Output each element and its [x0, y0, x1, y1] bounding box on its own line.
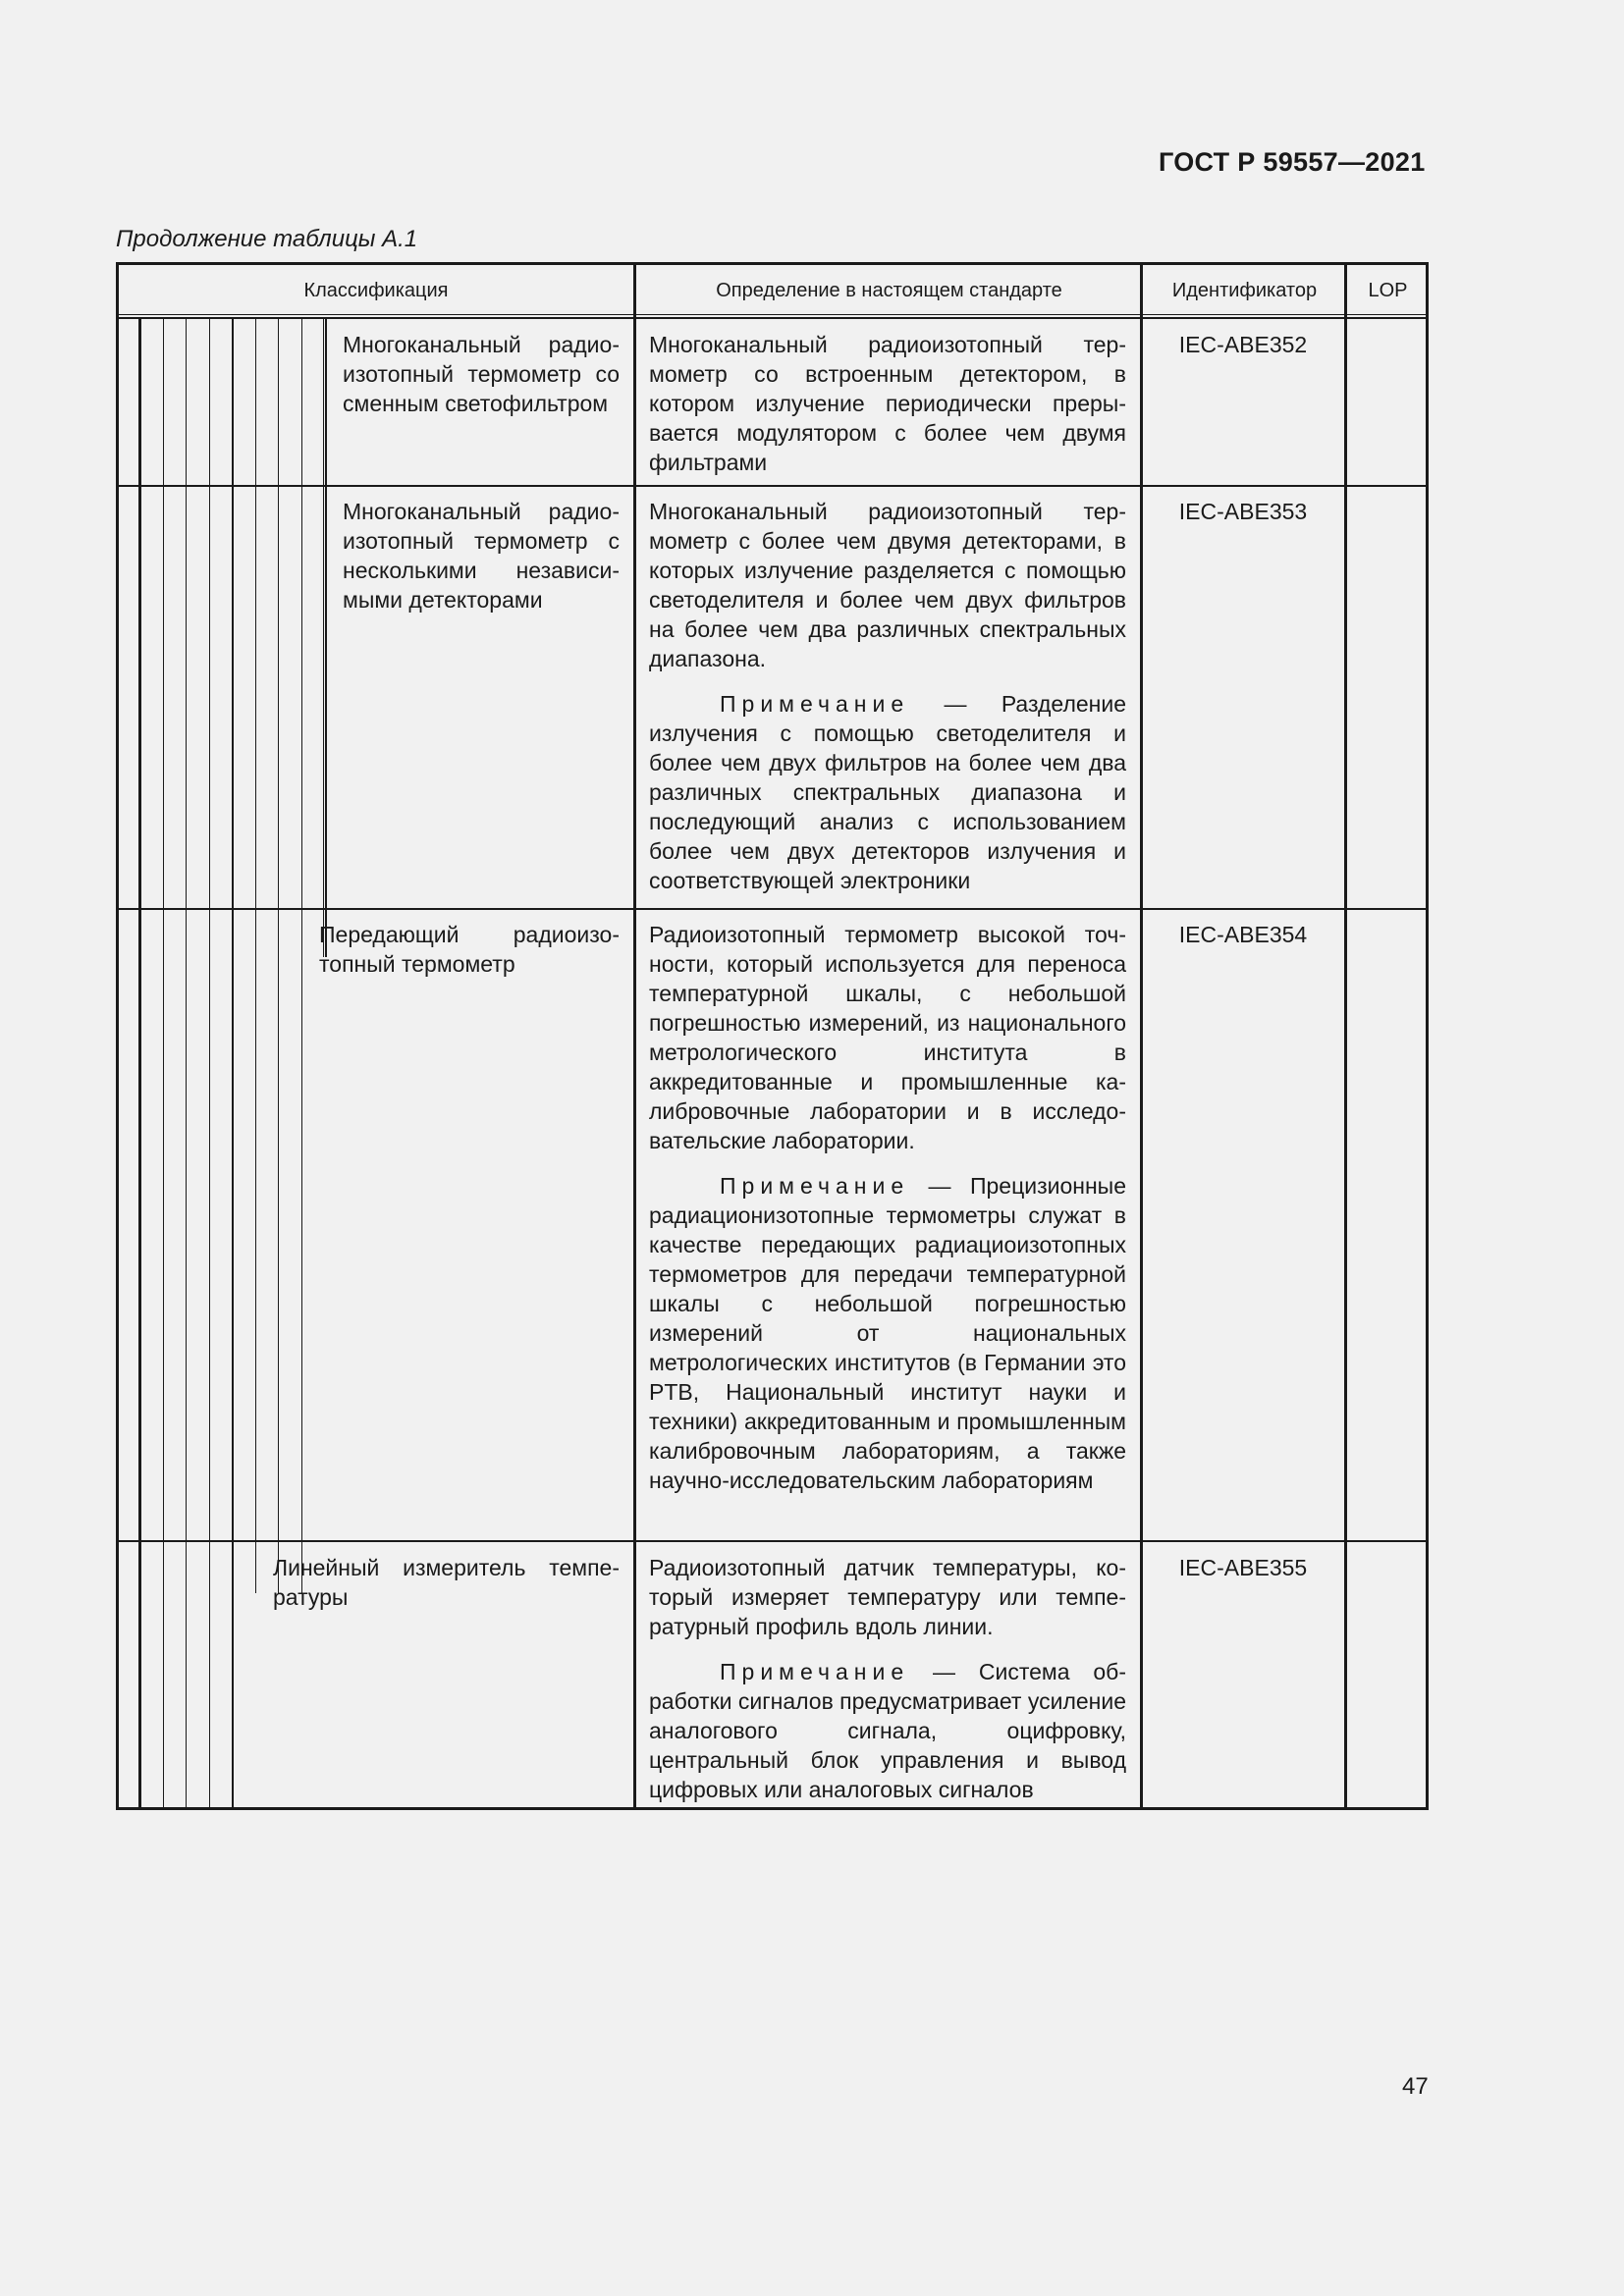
- column-divider: [1344, 265, 1347, 1807]
- document-code: ГОСТ Р 59557—2021: [1159, 147, 1426, 177]
- identifier-cell: IEC-ABE355: [1178, 1555, 1308, 1580]
- hierarchy-line: [209, 317, 210, 1807]
- classification-name: Линейный измеритель температуры: [273, 1555, 620, 1610]
- note-label: Примечание: [720, 1173, 910, 1199]
- definition-cell: [649, 497, 1126, 895]
- hierarchy-line: [186, 317, 187, 1807]
- definition-note: [649, 689, 1126, 895]
- header-rule: [119, 317, 1426, 319]
- header-lop: LOP: [1368, 280, 1408, 301]
- hierarchy-line: [163, 317, 164, 1807]
- classification-name: Многоканальный радиоизотопный термометр с несколькими независимыми детекторами: [343, 499, 620, 613]
- table-caption: Продолжение таблицы А.1: [116, 226, 418, 252]
- note-label: Примечание: [720, 691, 910, 717]
- note-label: Примечание: [720, 1659, 910, 1684]
- hierarchy-line: [232, 317, 234, 1807]
- classification-name: Многоканальный радиоизотопный термометр со сменным светофильтром: [343, 332, 620, 416]
- header-identifier: Идентификатор: [1171, 280, 1318, 301]
- hierarchy-line: [325, 317, 327, 957]
- classification-name: Передающий радиоизотопный термометр: [319, 922, 620, 977]
- header-definition: Определение в настоящем стандарте: [716, 280, 1062, 301]
- note-text: — Система обработки сигналов предусматривает усиление аналогового сигнала, оцифровку, центральный блок управления и вывод цифровых или аналоговых сигналов: [649, 1659, 1126, 1802]
- row-divider: [119, 908, 1426, 910]
- identifier-cell: IEC-ABE352: [1178, 332, 1308, 357]
- header-classification: Классификация: [303, 280, 449, 301]
- row-divider: [119, 1540, 1426, 1542]
- hierarchy-line: [301, 317, 302, 1593]
- page-number: 47: [1402, 2073, 1429, 2100]
- header-rule: [119, 314, 1426, 315]
- hierarchy-line: [138, 317, 141, 1807]
- definition-cell: [649, 330, 1126, 477]
- identifier-cell: IEC-ABE354: [1178, 922, 1308, 947]
- hierarchy-line: [255, 317, 256, 1593]
- definition-text: Радиоизотопный термометр высокой точности, который используется для переноса температурной шкалы, с небольшой погрешностью измерений, из национального метрологического института в аккредитованные и промышленные калибровочные лаборатории и в исследовательские лаборатории.: [649, 922, 1126, 1153]
- definition-text: Многоканальный радиоизотопный термометр со встроенным детектором, в котором излучение периодически прерывается модулятором с более чем двумя фильтрами: [649, 332, 1126, 475]
- definition-cell: [649, 1553, 1126, 1804]
- hierarchy-line: [278, 317, 279, 1593]
- note-text: — Прецизионные радиационизотопные термометры служат в качестве передающих радиациоизотопных термометров для передачи температурной шкалы с небольшой погрешностью измерений от национальных метрологических институтов (в Германии это PTB, Национальный институт науки и техники) аккредитованным и промышленным калибровочным лабораториям, а также научно-исследовательским лабораториям: [649, 1173, 1126, 1493]
- definition-note: [649, 1171, 1126, 1495]
- note-text: — Разделение излучения с помощью светоделителя и более чем двух фильтров на более чем два различных спектральных диапазона и последующий анализ с использованием более чем двух детекторов излучения и соответствующей электроники: [649, 691, 1126, 893]
- definition-text: Многоканальный радиоизотопный термометр с более чем двумя детекторами, в которых излучение разделяется с помощью светоделителя и более чем двух фильтров на более чем два различных спектральных диапазона.: [649, 499, 1126, 671]
- classification-table: [116, 262, 1429, 1810]
- definition-note: [649, 1657, 1126, 1804]
- row-divider: [119, 485, 1426, 487]
- identifier-cell: IEC-ABE353: [1178, 499, 1308, 524]
- column-divider: [633, 265, 636, 1807]
- definition-cell: [649, 920, 1126, 1495]
- hierarchy-line: [323, 317, 324, 957]
- definition-text: Радиоизотопный датчик температуры, который измеряет температуру или температурный профиль вдоль линии.: [649, 1555, 1126, 1639]
